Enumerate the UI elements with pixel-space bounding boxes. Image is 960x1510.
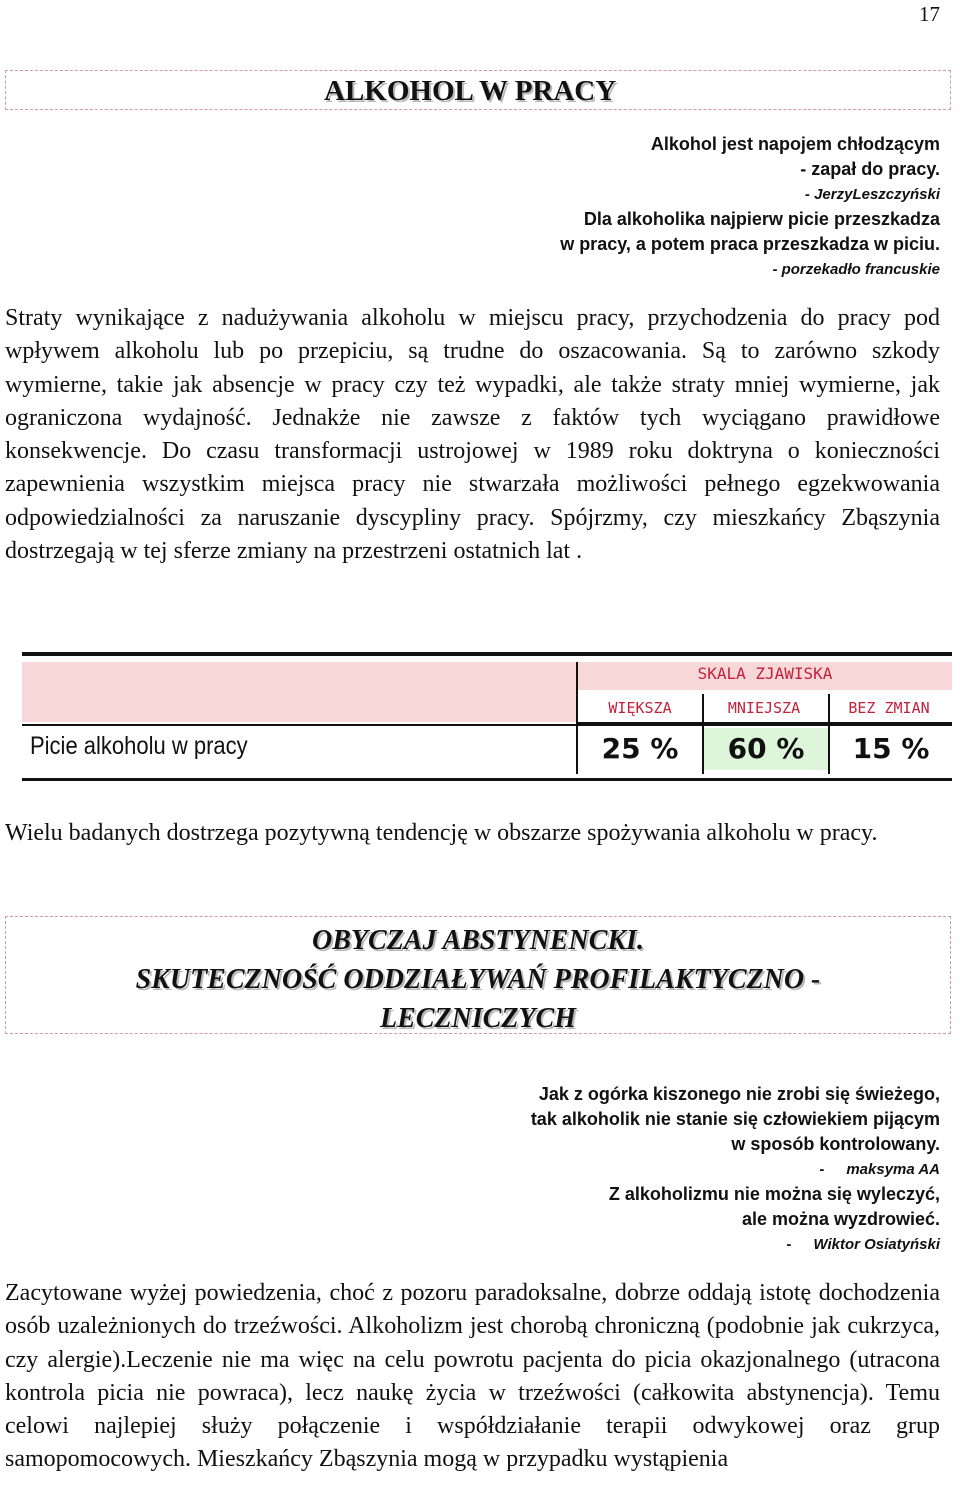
quote-line: ale można wyzdrowieć. — [741, 1209, 940, 1229]
column-header: BEZ ZMIAN — [826, 694, 952, 724]
section-title: ALKOHOL W PRACY — [324, 75, 617, 107]
quote-author: Wiktor Osiatyński — [813, 1236, 940, 1253]
epigraph-quotes — [560, 132, 940, 282]
epigraph-quotes — [531, 1082, 940, 1257]
section-title: LECZNICZYCH — [379, 1003, 576, 1034]
column-header: MNIEJSZA — [702, 694, 826, 724]
section-title-banner — [5, 70, 951, 110]
quote-author-line — [531, 1157, 940, 1182]
survey-table — [22, 652, 952, 781]
section-title: OBYCZAJ ABSTYNENCKI. — [312, 925, 644, 956]
quote-dash: - — [819, 1161, 825, 1178]
quote-line: Dla alkoholika najpierw picie przeszkadza — [583, 209, 940, 229]
quote-line: - zapał do pracy. — [800, 159, 940, 179]
quote-line: Alkohol jest napojem chłodzącym — [650, 134, 940, 154]
quote-line: tak alkoholik nie stanie się człowiekiem pijącym — [530, 1109, 940, 1129]
quote-line: Jak z ogórka kiszonego nie zrobi się świeżego, — [538, 1084, 940, 1104]
table-divider — [22, 724, 952, 726]
quote-author-line — [531, 1232, 940, 1257]
quote-line: w sposób kontrolowany. — [731, 1134, 940, 1154]
value-cell: 15 % — [852, 732, 930, 765]
value-cell: 25 % — [601, 732, 679, 765]
section-title: SKUTECZNOŚĆ ODDZIAŁYWAŃ PROFILAKTYCZNO - — [135, 964, 821, 995]
scale-label: SKALA ZJAWISKA — [697, 664, 833, 683]
section-title-banner — [5, 916, 951, 1034]
body-paragraph: Wielu badanych dostrzega pozytywną tendencję w obszarze spożywania alkoholu w pracy. — [5, 820, 878, 846]
body-paragraph: Straty wynikające z nadużywania alkoholu w miejscu pracy, przychodzenia do pracy pod wpływem alkoholu lub po przepiciu, są trudne do oszacowania. Są to zarówno szkody wymierne, takie jak absencje w pracy czy też wypadki, ale także straty mniej wymierne, jak ograniczona wydajność. Jednakże nie zawsze z faktów tych wyciągano prawidłowe konsekwencje. Do czasu transformacji ustrojowej w 1989 roku doktryna o konieczności zapewnienia wszystkim miejsca pracy nie stwarzała możliwości pełnego egzekwowania odpowiedzialności za naruszanie dyscypliny pracy. Spójrzmy, czy mieszkańcy Zbąszynia dostrzegają w tej sferze zmiany na przestrzeni ostatnich lat . — [5, 305, 940, 565]
quote-dash: - — [786, 1236, 792, 1253]
quote-author: maksyma AA — [846, 1161, 940, 1178]
row-label: Picie alkoholu w pracy — [30, 732, 248, 760]
column-header: WIĘKSZA — [578, 694, 702, 724]
quote-line: Z alkoholizmu nie można się wyleczyć, — [608, 1184, 940, 1204]
column-headers — [578, 694, 952, 722]
page-number: 17 — [919, 2, 940, 26]
value-cell: 60 % — [704, 728, 828, 770]
quote-author: - JerzyLeszczyński — [804, 186, 940, 203]
quote-line: w pracy, a potem praca przeszkadza w piciu. — [560, 234, 940, 254]
quote-author: - porzekadło francuskie — [772, 261, 940, 278]
body-paragraph: Zacytowane wyżej powiedzenia, choć z pozoru paradoksalne, dobrze oddają istotę dochodzenia osób uzależnionych do trzeźwości. Alkoholizm jest chorobą chroniczną (podobnie jak cukrzyca, czy alergie).Leczenie nie ma więc na celu powrotu pacjenta do picia okazjonalnego (utracona kontrola picia nie powraca), lecz naukę życia w trzeźwości (całkowita abstynencja). Temu celowi najlepiej służy połączenie i współdziałanie terapii odwykowej oraz grup samopomocowych. Mieszkańcy Zbąszynia mogą w przypadku wystąpienia — [5, 1280, 940, 1473]
table-header-shade — [22, 662, 578, 722]
